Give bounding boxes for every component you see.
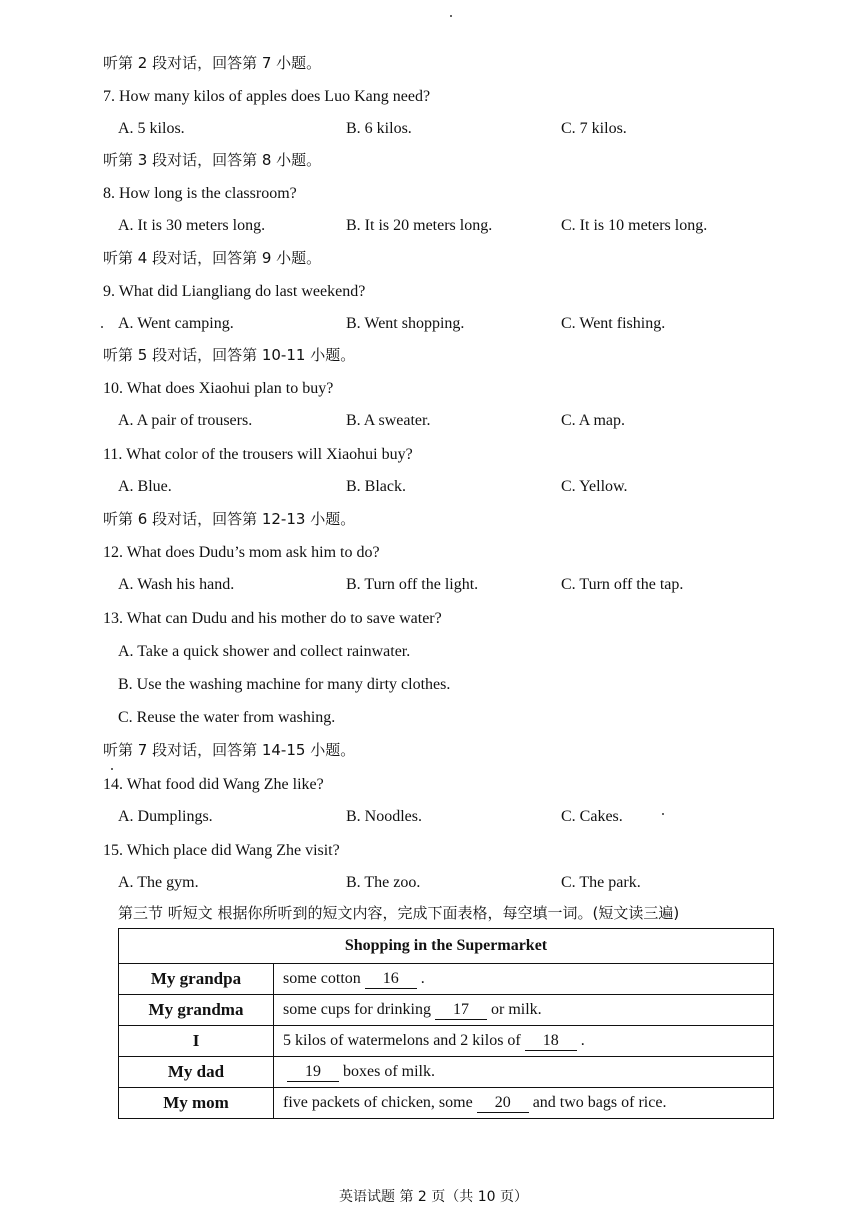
table-row bbox=[119, 1026, 774, 1057]
table-title: Shopping in the Supermarket bbox=[119, 929, 774, 964]
row-person: My dad bbox=[119, 1057, 274, 1088]
item-text-after: or milk. bbox=[490, 1000, 542, 1018]
answer-option: A. Dumplings. bbox=[118, 808, 213, 825]
answer-option: B. A sweater. bbox=[346, 412, 431, 429]
answer-blank: 17 bbox=[435, 1001, 487, 1020]
answer-option: C. Turn off the tap. bbox=[561, 576, 684, 593]
row-person: My grandpa bbox=[119, 964, 274, 995]
answer-blank: 18 bbox=[525, 1032, 577, 1051]
section-header: 听第 4 段对话，回答第 9 小题。 bbox=[103, 249, 322, 267]
row-items bbox=[274, 995, 774, 1026]
answer-option: C. A map. bbox=[561, 412, 626, 429]
section-header: 听第 7 段对话，回答第 14-15 小题。 bbox=[103, 741, 356, 759]
answer-option: A. 5 kilos. bbox=[118, 120, 185, 137]
answer-blank: 16 bbox=[365, 970, 417, 989]
answer-option: B. Noodles. bbox=[346, 808, 422, 825]
answer-option: C. Yellow. bbox=[561, 478, 628, 495]
question-text: 12. What does Dudu’s mom ask him to do? bbox=[103, 544, 380, 561]
section-header: 听第 3 段对话，回答第 8 小题。 bbox=[103, 151, 322, 169]
shopping-table bbox=[118, 928, 774, 1119]
answer-option: A. Wash his hand. bbox=[118, 576, 235, 593]
answer-option: C. Cakes. bbox=[561, 808, 623, 825]
scan-speck bbox=[662, 813, 664, 815]
answer-option: A. The gym. bbox=[118, 874, 199, 891]
answer-option: A. Take a quick shower and collect rainwater. bbox=[118, 643, 411, 660]
question-text: 8. How long is the classroom? bbox=[103, 185, 297, 202]
answer-option: C. It is 10 meters long. bbox=[561, 217, 708, 234]
item-text-after: and two bags of rice. bbox=[532, 1093, 667, 1111]
scan-speck bbox=[450, 15, 452, 17]
row-items bbox=[274, 1026, 774, 1057]
section-3-heading: 第三节 听短文 根据你所听到的短文内容，完成下面表格，每空填一词。(短文读三遍) bbox=[118, 904, 680, 922]
item-text-before: some cotton bbox=[283, 969, 361, 987]
section-header: 听第 5 段对话，回答第 10-11 小题。 bbox=[103, 346, 356, 364]
answer-option: B. It is 20 meters long. bbox=[346, 217, 493, 234]
answer-option: B. The zoo. bbox=[346, 874, 421, 891]
answer-option: C. 7 kilos. bbox=[561, 120, 627, 137]
item-text-after: . bbox=[420, 969, 425, 987]
answer-blank: 20 bbox=[477, 1094, 529, 1113]
question-text: 13. What can Dudu and his mother do to save water? bbox=[103, 610, 442, 627]
answer-option: C. Went fishing. bbox=[561, 315, 666, 332]
question-text: 7. How many kilos of apples does Luo Kang need? bbox=[103, 88, 431, 105]
item-text-before: some cups for drinking bbox=[283, 1000, 431, 1018]
answer-option: B. Turn off the light. bbox=[346, 576, 479, 593]
answer-option: B. Use the washing machine for many dirty clothes. bbox=[118, 676, 451, 693]
section-header: 听第 6 段对话，回答第 12-13 小题。 bbox=[103, 510, 356, 528]
question-text: 10. What does Xiaohui plan to buy? bbox=[103, 380, 334, 397]
page-footer: 英语试题 第 2 页（共 10 页） bbox=[339, 1189, 528, 1205]
row-items bbox=[274, 1088, 774, 1119]
question-text: 11. What color of the trousers will Xiaohui buy? bbox=[103, 446, 413, 463]
row-person: My mom bbox=[119, 1088, 274, 1119]
answer-option: A. Blue. bbox=[118, 478, 172, 495]
row-items bbox=[274, 1057, 774, 1088]
scan-speck bbox=[101, 326, 103, 328]
answer-option: A. It is 30 meters long. bbox=[118, 217, 266, 234]
item-text-after: boxes of milk. bbox=[343, 1062, 435, 1080]
answer-option: C. Reuse the water from washing. bbox=[118, 709, 336, 726]
answer-option: B. 6 kilos. bbox=[346, 120, 412, 137]
question-text: 9. What did Liangliang do last weekend? bbox=[103, 283, 366, 300]
question-text: 15. Which place did Wang Zhe visit? bbox=[103, 842, 340, 859]
answer-option: A. Went camping. bbox=[118, 315, 234, 332]
scan-speck bbox=[111, 768, 113, 770]
table-row bbox=[119, 964, 774, 995]
item-text-before: 5 kilos of watermelons and 2 kilos of bbox=[283, 1031, 521, 1049]
item-text-after: . bbox=[580, 1031, 585, 1049]
answer-option: B. Black. bbox=[346, 478, 406, 495]
row-person: I bbox=[119, 1026, 274, 1057]
row-person: My grandma bbox=[119, 995, 274, 1026]
section-header: 听第 2 段对话，回答第 7 小题。 bbox=[103, 54, 322, 72]
question-text: 14. What food did Wang Zhe like? bbox=[103, 776, 324, 793]
table-row bbox=[119, 1088, 774, 1119]
table-row bbox=[119, 995, 774, 1026]
table-row bbox=[119, 1057, 774, 1088]
answer-option: A. A pair of trousers. bbox=[118, 412, 253, 429]
row-items bbox=[274, 964, 774, 995]
item-text-before: five packets of chicken, some bbox=[283, 1093, 473, 1111]
answer-blank: 19 bbox=[287, 1063, 339, 1082]
answer-option: B. Went shopping. bbox=[346, 315, 465, 332]
answer-option: C. The park. bbox=[561, 874, 641, 891]
